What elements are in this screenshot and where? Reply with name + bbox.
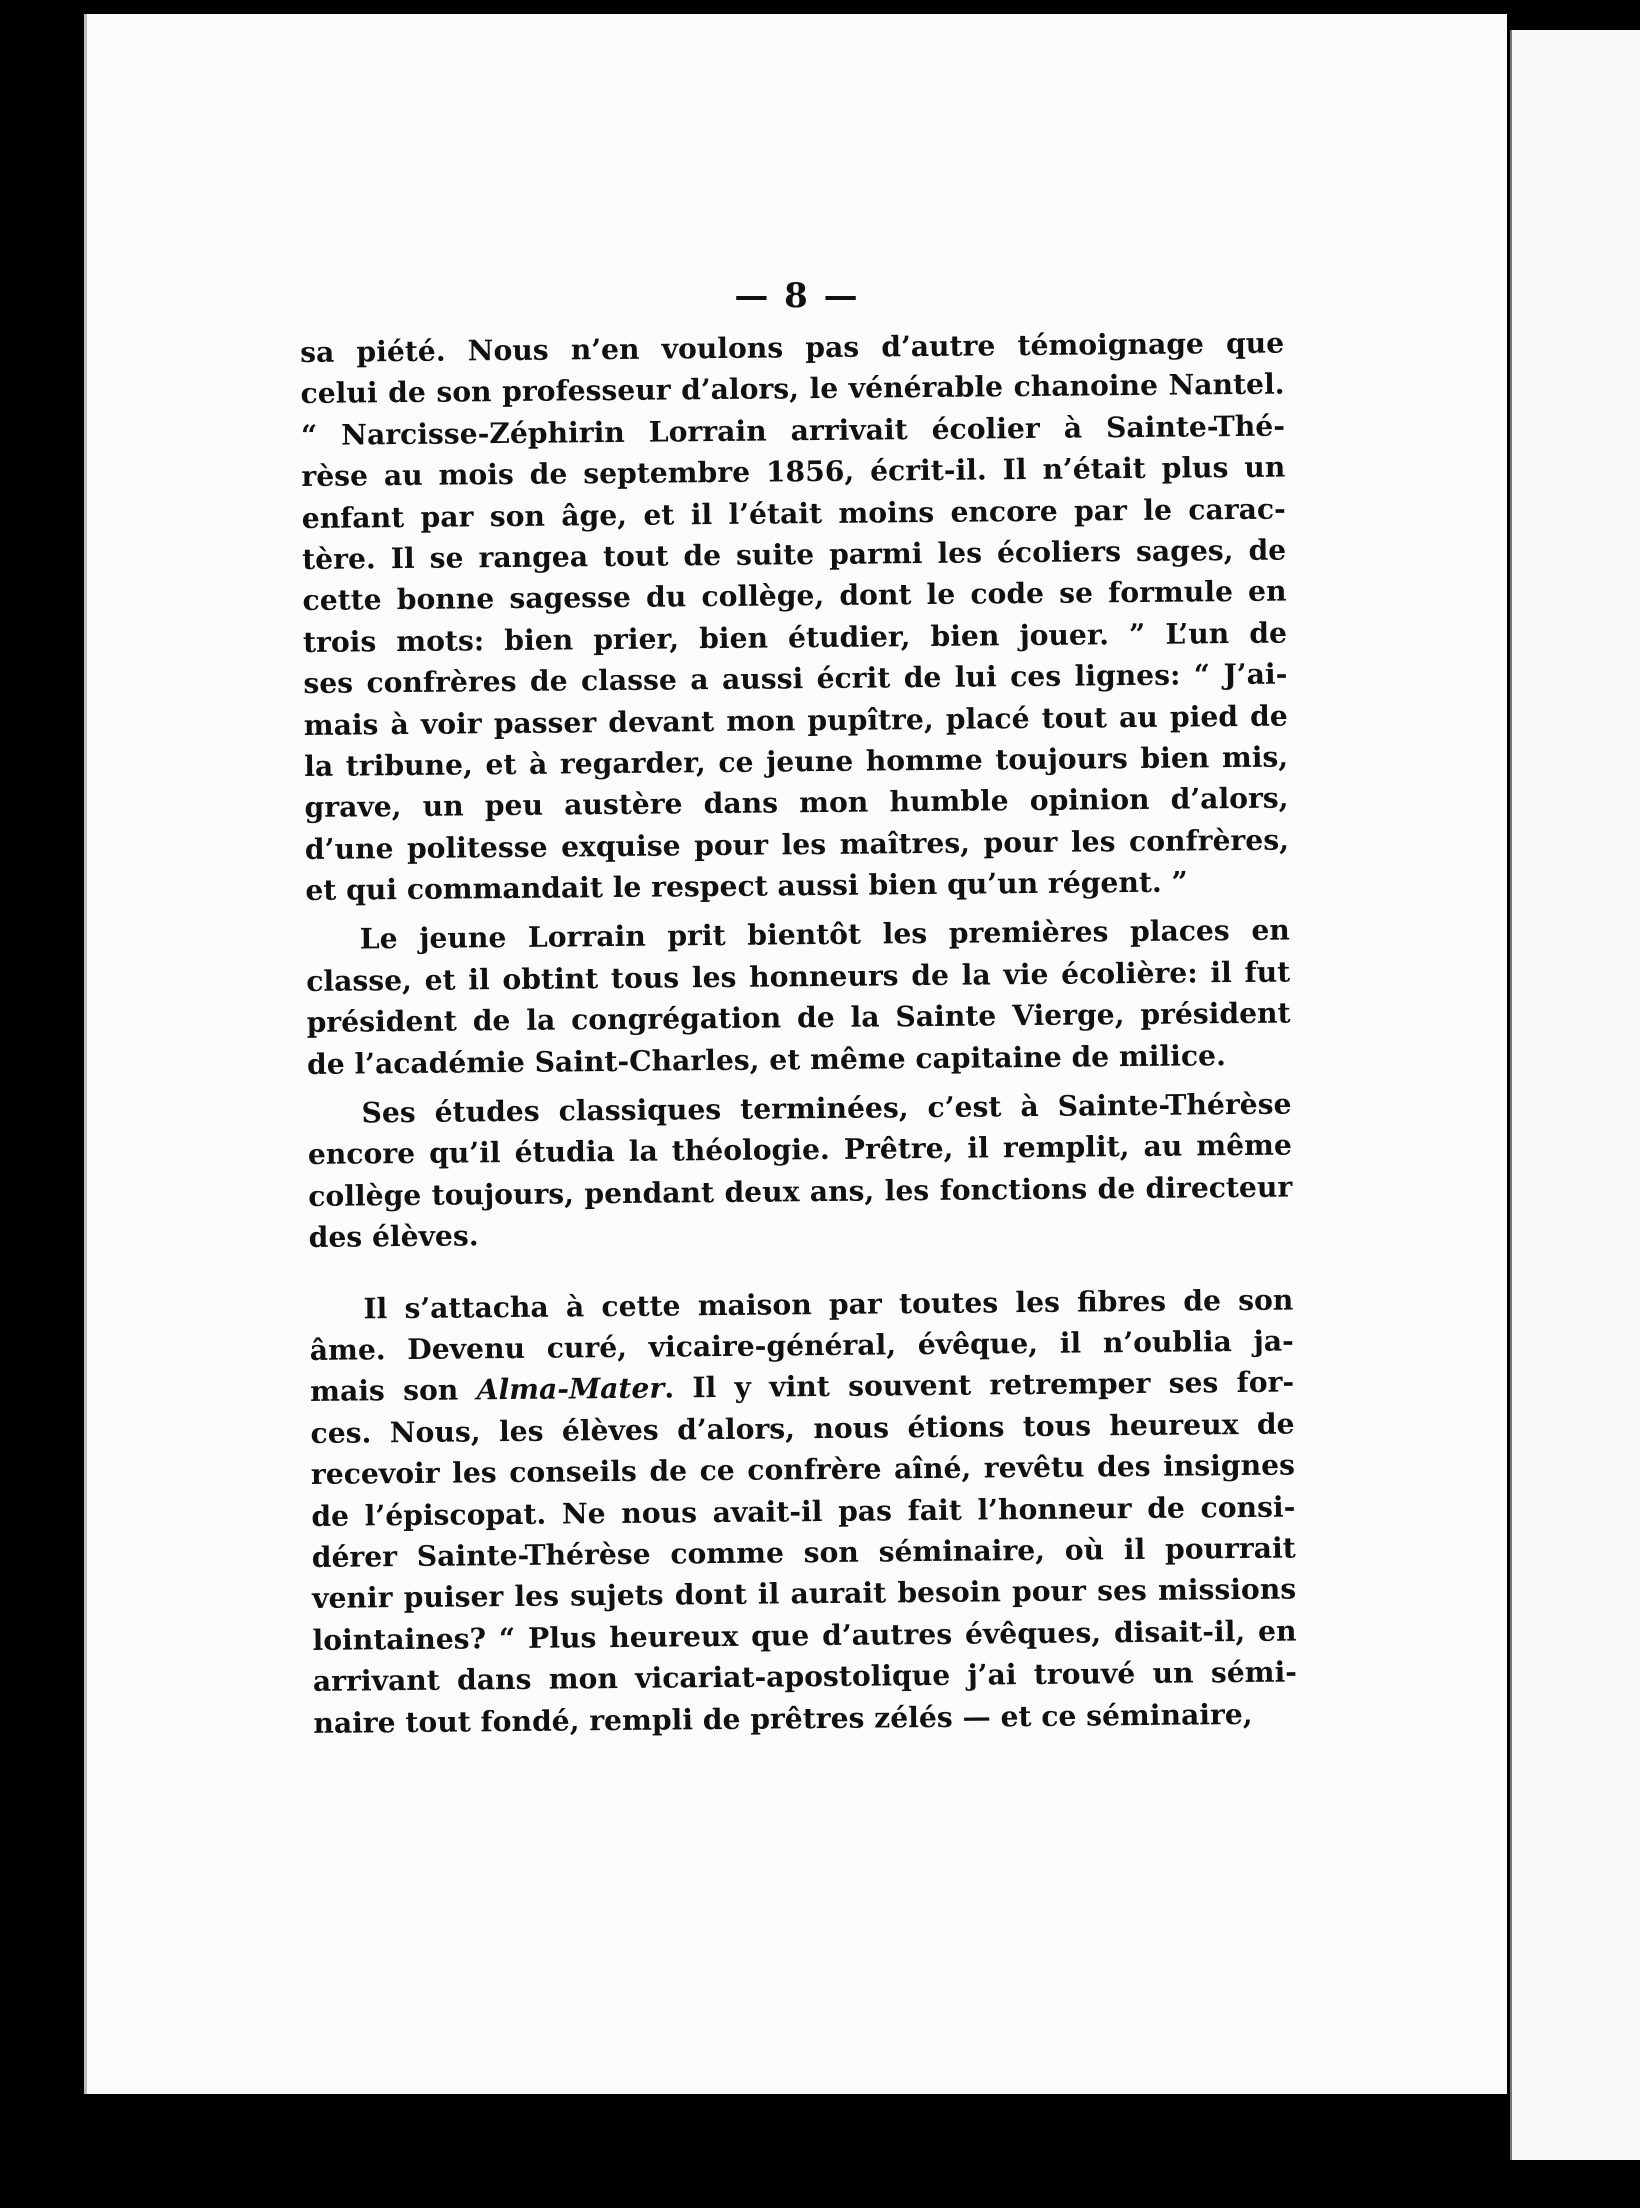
text-line: et qui commandait le respect aussi bien qu’un régent. ” [305, 865, 1188, 908]
text-line: “ Narcisse-Zéphirin Lorrain arrivait écolier à Sainte-Thé- [300, 409, 1286, 452]
text-line: ces. Nous, les élèves d’alors, nous étions tous heureux de [310, 1407, 1295, 1450]
text-line: celui de son professeur d’alors, le vénérable chanoine Nantel. [300, 367, 1285, 411]
body-text [300, 323, 1298, 1744]
text-line: encore qu’il étudia la théologie. Prêtre, il remplit, au même [307, 1128, 1293, 1172]
text-run: mais son [310, 1373, 477, 1409]
text-line: collège toujours, pendant deux ans, les fonctions de directeur [308, 1170, 1293, 1213]
italic-title: Alma-Mater [476, 1371, 665, 1407]
text-line: d’une politesse exquise pour les maîtres, pour les confrères, [304, 823, 1290, 866]
text-line: cette bonne sagesse du collège, dont le code se formule en [302, 574, 1287, 618]
paragraph [309, 1279, 1297, 1744]
text-line: arrivant dans mon vicariat-apostolique j’ai trouvé un sémi- [312, 1655, 1298, 1699]
page-number: — 8 — [734, 276, 860, 316]
text-line: venir puiser les sujets dont il aurait besoin pour ses missions [312, 1572, 1297, 1616]
text-line: trois mots: bien prier, bien étudier, bien jouer. ” L’un de [302, 616, 1288, 659]
adjacent-page-edge [1510, 30, 1640, 2160]
text-line: des élèves. [308, 1219, 479, 1255]
paragraph [300, 323, 1290, 912]
text-line: enfant par son âge, et il l’était moins encore par le carac- [301, 492, 1286, 535]
text-line: classe, et il obtint tous les honneurs de la vie écolière: il fut [306, 955, 1291, 998]
text-line: mais à voir passer devant mon pupître, placé tout au pied de [303, 699, 1288, 742]
text-run: . Il y vint souvent retremper ses for- [664, 1365, 1295, 1405]
text-line: Le jeune Lorrain prit bientôt les premières places en [359, 913, 1290, 956]
paragraph [307, 1084, 1293, 1259]
text-line: ses confrères de classe a aussi écrit de lui ces lignes: “ J’ai- [303, 657, 1288, 701]
text-line: Il s’attacha à cette maison par toutes les fibres de son [363, 1283, 1294, 1326]
text-line: Ses études classiques terminées, c’est à Sainte-Thérèse [361, 1087, 1292, 1130]
text-line: président de la congrégation de la Sainte Vierge, président [306, 996, 1291, 1040]
text-line: lointaines? “ Plus heureux que d’autres évêques, disait-il, en [312, 1614, 1297, 1657]
text-line: dérer Sainte-Thérèse comme son séminaire, où il pourrait [311, 1531, 1296, 1574]
text-line: grave, un peu austère dans mon humble opinion d’alors, [304, 781, 1289, 825]
text-line: de l’académie Saint-Charles, et même capitaine de milice. [306, 1038, 1226, 1081]
text-line: naire tout fondé, rempli de prêtres zélés — et ce séminaire, [313, 1697, 1253, 1740]
paragraph [306, 910, 1292, 1085]
text-line: de l’épiscopat. Ne nous avait-il pas fait l’honneur de consi- [311, 1490, 1296, 1533]
text-line: sa piété. Nous n’en voulons pas d’autre témoignage que [300, 326, 1285, 369]
text-line: tère. Il se rangea tout de suite parmi les écoliers sages, de [302, 533, 1287, 576]
text-line: la tribune, et à regarder, ce jeune homme toujours bien mis, [304, 740, 1289, 783]
text-line: âme. Devenu curé, vicaire-général, évêque, il n’oublia ja- [309, 1324, 1294, 1367]
text-line: rèse au mois de septembre 1856, écrit-il. Il n’était plus un [301, 450, 1286, 494]
text-line: recevoir les conseils de ce confrère aîné, revêtu des insignes [310, 1448, 1296, 1492]
